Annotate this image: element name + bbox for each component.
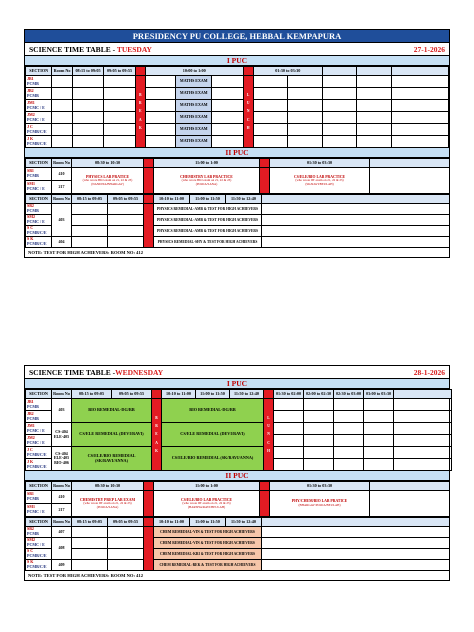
footnote: NOTE: TEST FOR HIGH ACHIEVERS: ROOM NO: 412 (28, 573, 144, 578)
table-row: SM1 PCMC / E 217 (26, 181, 450, 194)
table-row: J K PCMB/C/E MATHS EXAM (26, 136, 449, 148)
remedial-block: CS/ELE/BIO REMEDIAL (SK/RAVI/ANNA) (162, 447, 264, 471)
table-row: JB2 PCMB MATHS EXAM (26, 88, 449, 100)
remedial-cell: PHYSICS REMEDIAL-AMB & TEST FOR HIGH ACHIEVERS (154, 215, 262, 226)
table-row: J K PCMB/C/E (26, 459, 452, 471)
table-row: SM2 PCMC / E PHYSICS REMEDIAL-AMB & TEST FOR HIGH ACHIEVERS (26, 215, 450, 226)
lunch-column: L U N C H (243, 76, 253, 148)
exam-cell: MATHS EXAM (176, 88, 212, 100)
timetable-wednesday (24, 365, 450, 581)
remedial-block: CS/ELE REMEDIAL (DEVI/RAVI) (72, 423, 152, 447)
table-row: JM2 PCMC / E (26, 435, 452, 447)
title: SCIENCE TIME TABLE -WEDNESDAY (29, 367, 164, 377)
lab-cell: CS/ELE/BIO LAB PRACTICE (who wrote IIT exam on 21, 22 & 23) (SK/RAVI/BEULAH) (270, 168, 370, 194)
exam-cell: MATHS EXAM (176, 112, 212, 124)
section-label-iipuc: II PUC (25, 148, 449, 158)
table-row: SM2 PCMC / E 408 CHEM REMEDIAL-VIN & TEST FOR HIGH ACHIEVERS (26, 538, 450, 549)
break-column: B R E A K (152, 399, 162, 471)
exam-cell: MATHS EXAM (176, 136, 212, 148)
ipuc-table-tuesday (25, 66, 449, 148)
ipuc-table-wednesday (25, 389, 452, 471)
footnote: NOTE: TEST FOR HIGH ACHIEVERS: ROOM NO: 412 (28, 250, 144, 255)
table-row: SB2 PCMB 407 CHEM REMEDIAL-VIN & TEST FOR HIGH ACHIEVERS (26, 527, 450, 538)
section-label-ipuc: I PUC (25, 379, 449, 389)
table-row: J C PCMB/C/E MATHS EXAM (26, 124, 449, 136)
table-row: SM1 PCMC / E 217 (26, 504, 450, 517)
header-row: SECTION Room No 08:30 to 10:30 11:00 to 1:00 01:30 to 03:30 (26, 159, 450, 168)
header-row: SECTION Room No 08:30 to 10:30 11:00 to 1:00 01:30 to 03:30 (26, 482, 450, 491)
exam-cell: MATHS EXAM (176, 76, 212, 88)
section-label-iipuc: II PUC (25, 471, 449, 481)
remedial-block: BIO REMEDIAL-DG/RB (162, 399, 264, 423)
table-row: S C PCMB/C/E CHEM REMEDIAL-KRI & TEST FOR HIGH ACHIEVERS (26, 549, 450, 560)
iipuc-remedial-table-tuesday (25, 194, 450, 248)
table-row: JB2 PCMB (26, 411, 452, 423)
table-row: S K PCMB/C/E 404 PHYSICS REMEDIAL-SHY & TEST FOR HIGH ACHIEVERS (26, 237, 450, 248)
table-row: SB2 PCMB 403 PHYSICS REMEDIAL-AMB & TEST FOR HIGH ACHIEVERS (26, 204, 450, 215)
remedial-cell: CHEM REMEDIAL-VIN & TEST FOR HIGH ACHIEVERS (154, 527, 262, 538)
break-column: B R E A K (135, 76, 145, 148)
title-bar (25, 366, 449, 379)
remedial-block: CS/ELE REMEDIAL (DEVI/RAVI) (162, 423, 264, 447)
lunch-column: L U N C H (264, 399, 274, 471)
lab-cell: PHY/CHEM/BIO LAB PRATICE (BHARGAV/POOJA/BEULAH) (270, 491, 370, 517)
table-row: JM1 PCMC / E CS-404 ELE-405 CS/ELE REMEDIAL (DEVI/RAVI) CS/ELE REMEDIAL (DEVI/RAVI) (26, 423, 452, 435)
table-row: SB1 PCMB 410 PHYSICS LAB PRATICE (who wrote BIO exam on 21, 22 & 23) (NANDITA/BHARGAV) CHEMISTRY LAB PRACTICE (who wrote BIO exam on 21, 22 & 23) (POOJA/SANA) CS/ELE/BIO LAB PRACTICE (who wrote IIT exam on 21, 22 & 23) (SK/RAVI/BEULAH) (26, 168, 450, 181)
timetable-tuesday (24, 29, 450, 258)
lab-cell: CHEMISTRY LAB PRACTICE (who wrote BIO exam on 21, 22 & 23) (POOJA/SANA) (154, 168, 260, 194)
table-row: SB1 PCMB 410 CHEMISTRY PREP LAB EXAM (who wrote IIT exam on 21, 22 & 23) (POOJA/SANA) CS/ELE/BIO LAB PRACTICE (who wrote IIT exam on 21, 22 & 23) (HARSHA/RAVI/BEULAH) PHY/CHEM/BIO LAB PRATICE (BHARGAV/POOJA/BEULAH) (26, 491, 450, 504)
date: 27-1-2026 (413, 44, 445, 54)
exam-cell: MATHS EXAM (176, 100, 212, 112)
remedial-block: CS/ELE/BIO REMEDIAL (SK/RAVI/ANNA) (72, 447, 152, 471)
header-row: SECTION Room No 08:15 to 09:05 09:05 to 09:55 10:10 to 11:00 11:00 to 11:50 11:50 to 12:40 (26, 518, 450, 527)
iipuc-remedial-table-wednesday (25, 517, 450, 571)
lab-cell: CHEMISTRY PREP LAB EXAM (who wrote IIT exam on 21, 22 & 23) (POOJA/SANA) (72, 491, 144, 517)
remedial-block: BIO REMEDIAL-DG/RB (72, 399, 152, 423)
section-label-ipuc: I PUC (25, 56, 449, 66)
iipuc-lab-table-tuesday (25, 158, 450, 194)
exam-cell: MATHS EXAM (176, 124, 212, 136)
iipuc-lab-table-wednesday (25, 481, 450, 517)
table-row: S C PCMB/C/E PHYSICS REMEDIAL-AMB & TEST FOR HIGH ACHIEVERS (26, 226, 450, 237)
header-row: SECTION Room No 08:15 to 09:05 09:05 to 09:55 10:00 to 1:00 01:30 to 03:30 (26, 67, 449, 76)
remedial-cell: PHYSICS REMEDIAL-SHY & TEST FOR HIGH ACHIEVERS (154, 237, 262, 248)
table-row: JB1 PCMB 403 BIO REMEDIAL-DG/RB B R E A K BIO REMEDIAL-DG/RB L U N C H (26, 399, 452, 411)
college-banner: PRESIDENCY PU COLLEGE, HEBBAL KEMPAPURA (25, 30, 449, 43)
header-row: SECTION Room No 08:15 to 09:05 09:05 to 09:55 10:10 to 11:00 11:00 to 11:50 11:50 to 12:40 (26, 195, 450, 204)
remedial-cell: CHEM REMEDIAL-VIN & TEST FOR HIGH ACHIEVERS (154, 538, 262, 549)
remedial-cell: PHYSICS REMEDIAL-AMB & TEST FOR HIGH ACHIEVERS (154, 226, 262, 237)
remedial-cell: CHEM REMEDIAL-REK & TEST FOR HIGH ACHIEVERS (154, 560, 262, 571)
table-row: JM1 PCMC / E MATHS EXAM (26, 100, 449, 112)
table-row: JB1 PCMB B R E A K MATHS EXAM L U N C H (26, 76, 449, 88)
header-row: SECTION Room No 08:15 to 09:05 09:05 to 09:55 10:10 to 11:00 11:00 to 11:50 11:50 to 12:40 01:30 to 02:00 02:00 to 02:30 02:30 to 03:00 03:00 to 03:30 (26, 390, 452, 399)
table-row: S K PCMB/C/E 409 CHEM REMEDIAL-REK & TEST FOR HIGH ACHIEVERS (26, 560, 450, 571)
title: SCIENCE TIME TABLE - TUESDAY (29, 44, 152, 54)
table-row: J C PCMB/C/E CS-404 ELE-405 BIO-406 CS/ELE/BIO REMEDIAL (SK/RAVI/ANNA) CS/ELE/BIO REMEDIAL (SK/RAVI/ANNA) (26, 447, 452, 459)
remedial-cell: CHEM REMEDIAL-KRI & TEST FOR HIGH ACHIEVERS (154, 549, 262, 560)
table-row: JM2 PCMC / E MATHS EXAM (26, 112, 449, 124)
remedial-cell: PHYSICS REMEDIAL-AMB & TEST FOR HIGH ACHIEVERS (154, 204, 262, 215)
lab-cell: CS/ELE/BIO LAB PRACTICE (who wrote IIT exam on 21, 22 & 23) (HARSHA/RAVI/BEULAH) (154, 491, 260, 517)
date: 28-1-2026 (413, 367, 445, 377)
title-bar (25, 43, 449, 56)
lab-cell: PHYSICS LAB PRATICE (who wrote BIO exam on 21, 22 & 23) (NANDITA/BHARGAV) (72, 168, 144, 194)
